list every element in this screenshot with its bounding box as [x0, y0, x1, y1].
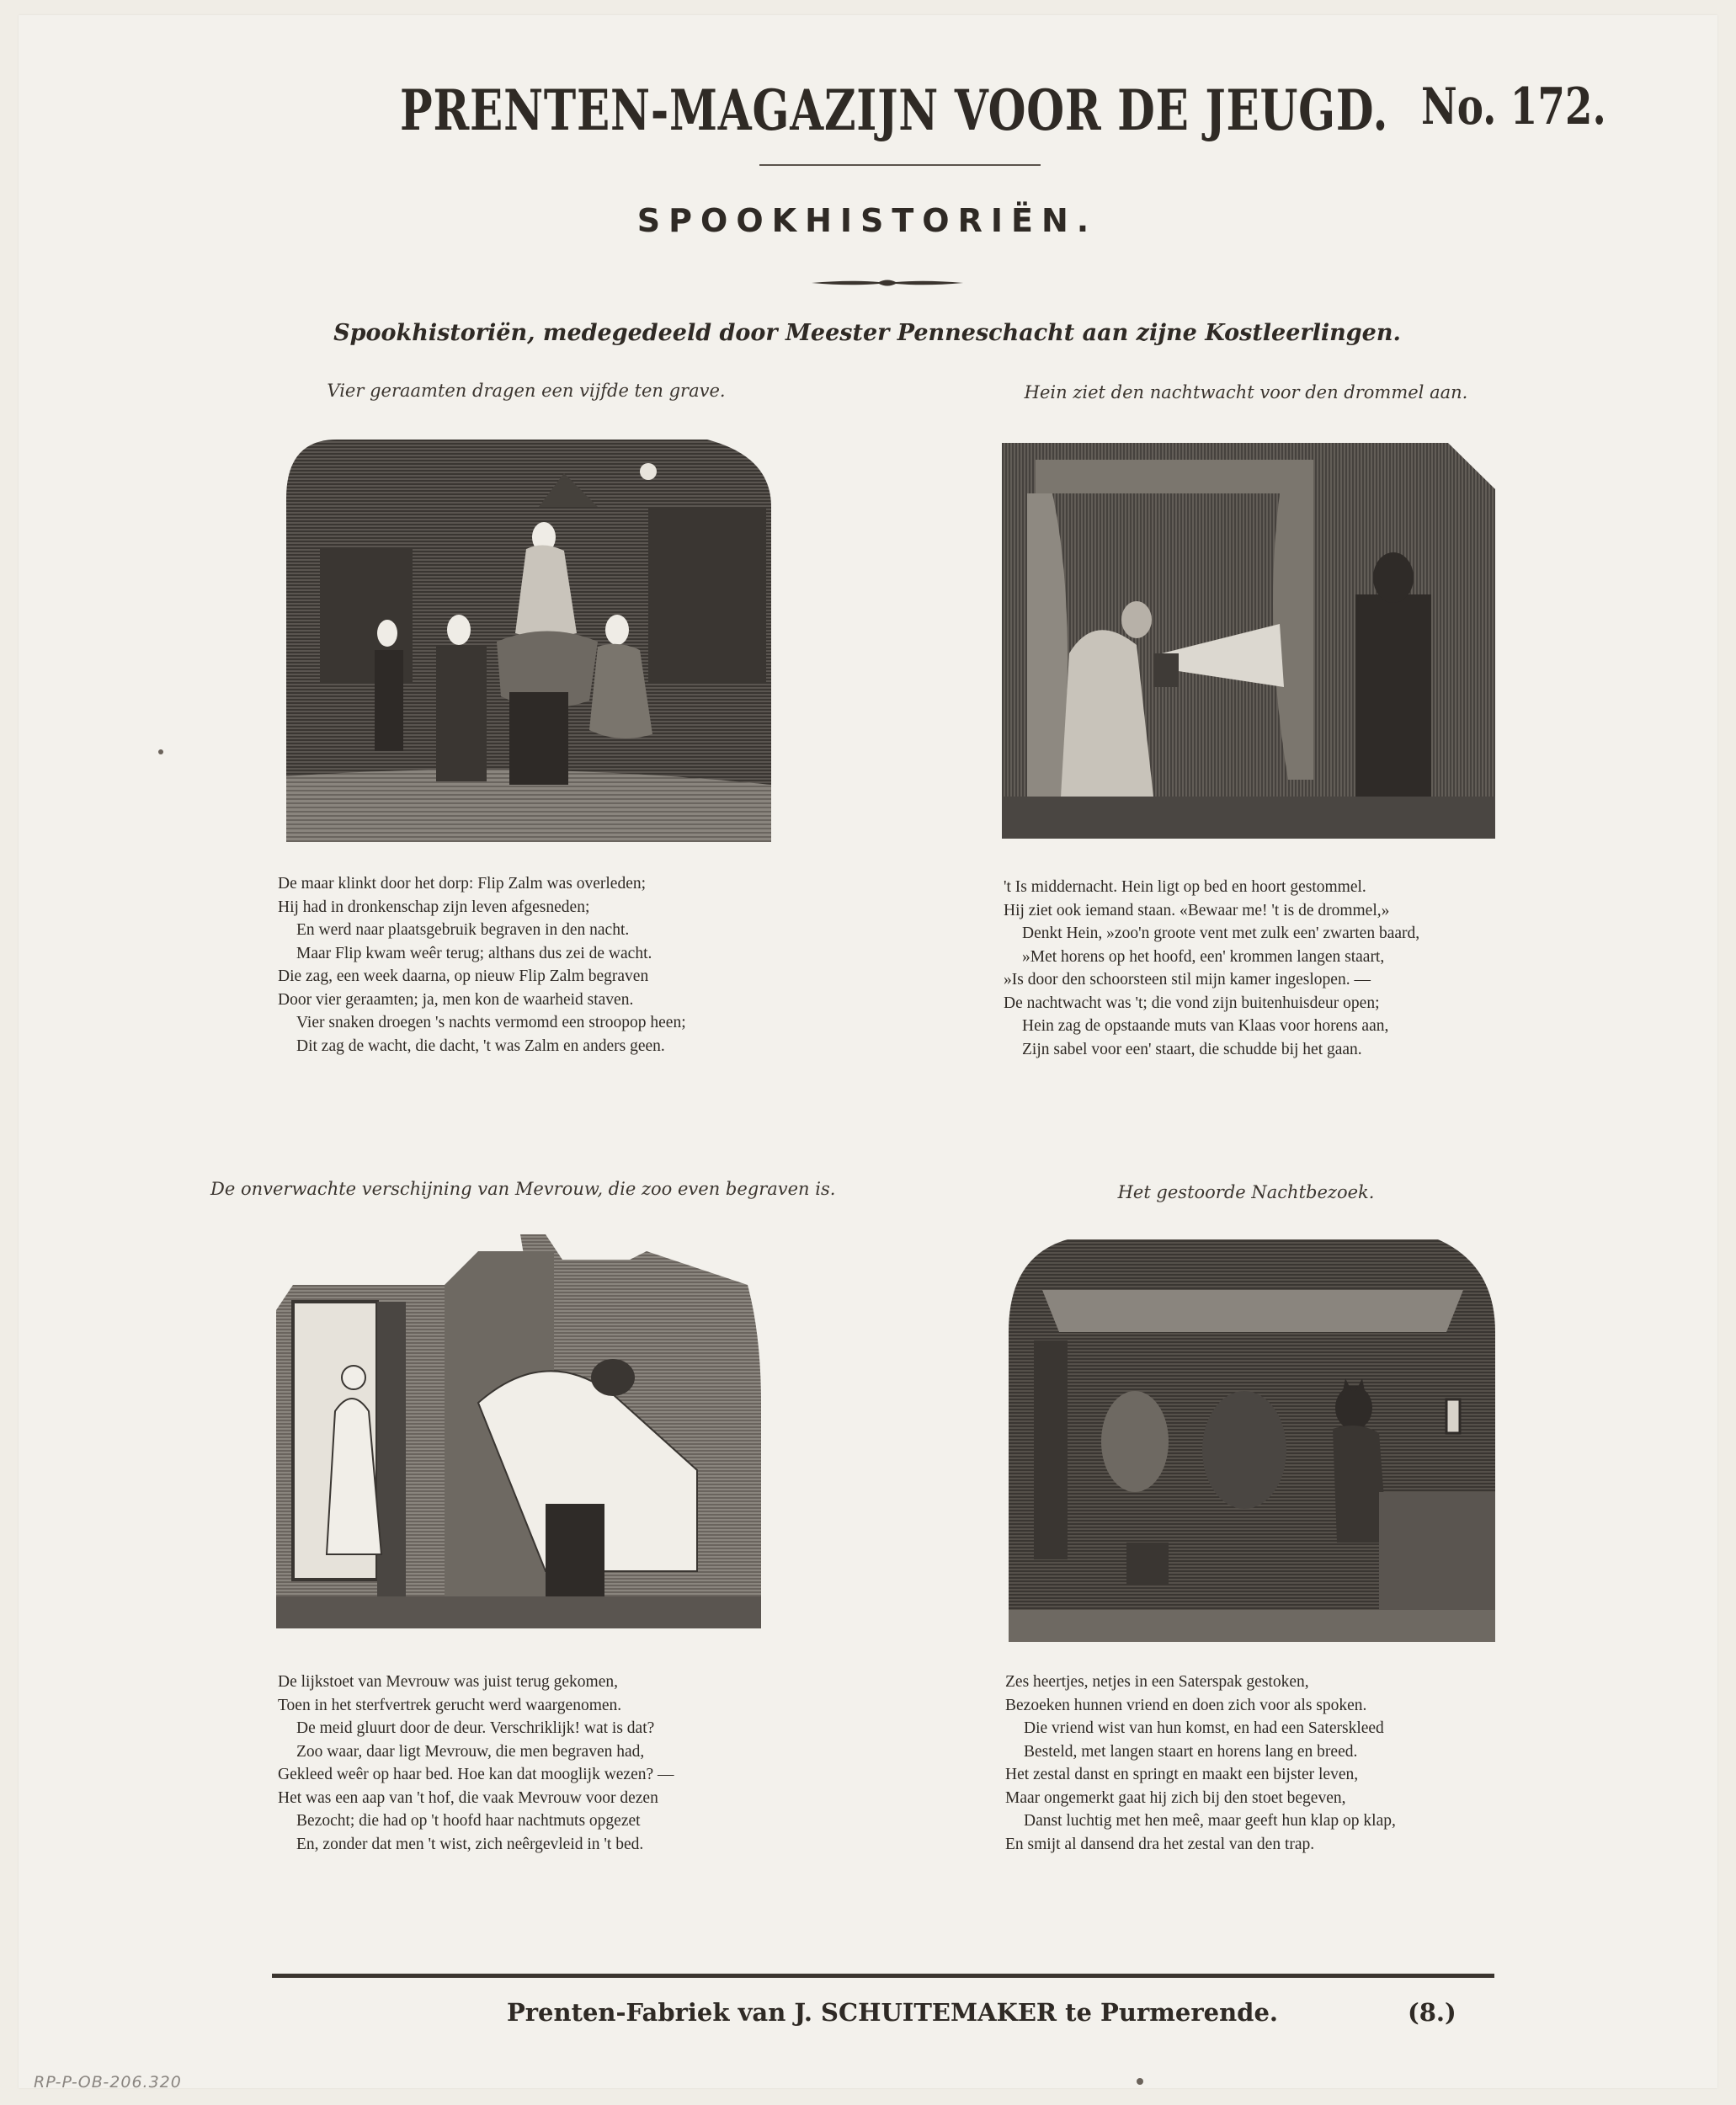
- verse-line: Gekleed weêr op haar bed. Hoe kan dat mooglijk wezen? —: [278, 1766, 674, 1783]
- verse-line: Door vier geraamten; ja, men kon de waarheid staven.: [278, 990, 634, 1009]
- publisher-line: Prenten-Fabriek van J. SCHUITEMAKER te Purmerende.: [506, 1998, 1279, 2027]
- verse-line: Het zestal danst en springt en maakt een bijster leven,: [1005, 1766, 1359, 1783]
- panel-3-verse: [278, 1671, 800, 1856]
- maid-at-door-icon: [276, 1234, 761, 1628]
- verse-line: Dit zag de wacht, die dacht, 't was Zalm en anders geen.: [296, 1037, 665, 1055]
- verse-line: Bezoeken hunnen vriend en doen zich voor als spoken.: [1005, 1696, 1367, 1714]
- verse-line: Maar Flip kwam weêr terug; althans dus zei de wacht.: [296, 944, 652, 962]
- verse-line: Maar ongemerkt gaat hij zich bij den stoet begeven,: [1005, 1788, 1346, 1807]
- verse-line: »Is door den schoorsteen stil mijn kamer ingeslopen. —: [1004, 971, 1371, 989]
- verse-line: De meid gluurt door de deur. Verschriklijk! wat is dat?: [296, 1719, 655, 1737]
- verse-line: Hij ziet ook iemand staan. «Bewaar me! 't is de drommel,»: [1004, 901, 1390, 919]
- verse-line: Hein zag de opstaande muts van Klaas voor horens aan,: [1022, 1017, 1389, 1035]
- verse-line: En smijt al dansend dra het zestal van den trap.: [1005, 1835, 1315, 1853]
- panel-2-caption: Hein ziet den nachtwacht voor den drommel aan.: [1024, 382, 1468, 402]
- ink-speck: [158, 749, 163, 754]
- verse-line: De nachtwacht was 't; die vond zijn buitenhuisdeur open;: [1004, 994, 1380, 1012]
- verse-line: Vier snaken droegen 's nachts vermomd een stroopop heen;: [296, 1014, 686, 1031]
- bedroom-lantern-icon: [1002, 443, 1495, 839]
- page-subtitle: SPOOKHISTORIËN.: [636, 202, 1098, 239]
- verse-line: En werd naar plaatsgebruik begraven in den nacht.: [296, 921, 630, 939]
- verse-line: Zijn sabel voor een' staart, die schudde bij het gaan.: [1022, 1040, 1362, 1058]
- masthead-title: PRENTEN-MAGAZIJN VOOR DE JEUGD.: [400, 77, 1389, 143]
- panel-1-caption: Vier geraamten dragen een vijfde ten grave.: [327, 381, 726, 401]
- verse-line: De lijkstoet van Mevrouw was juist terug gekomen,: [278, 1673, 619, 1691]
- verse-line: »Met horens op het hoofd, een' krommen langen staart,: [1022, 947, 1385, 966]
- verse-line: Besteld, met langen staart en horens lang en breed.: [1024, 1742, 1358, 1761]
- footer-rule: [272, 1974, 1494, 1978]
- verse-line: Het was een aap van 't hof, die vaak Mevrouw voor dezen: [278, 1788, 658, 1807]
- verse-line: Die zag, een week daarna, op nieuw Flip Zalm begraven: [278, 967, 649, 985]
- verse-line: Zes heertjes, netjes in een Saterspak gestoken,: [1005, 1673, 1309, 1691]
- skeletons-procession-icon: [286, 440, 771, 842]
- verse-line: 't Is middernacht. Hein ligt op bed en hoort gestommel.: [1004, 878, 1366, 896]
- verse-line: Toen in het sterfvertrek gerucht werd waargenomen.: [278, 1696, 622, 1714]
- tagline: Spookhistoriën, medegedeeld door Meester Penneschacht aan zijne Kostleerlingen.: [333, 320, 1401, 346]
- panel-3-caption: De onverwachte verschijning van Mevrouw, die zoo even begraven is.: [210, 1179, 836, 1199]
- issue-number: No. 172.: [1421, 77, 1606, 136]
- ink-speck: [1137, 2078, 1143, 2085]
- title-divider: [759, 164, 1041, 166]
- sheet-number: (8.): [1408, 1998, 1456, 2027]
- panel-4-caption: Het gestoorde Nachtbezoek.: [1117, 1182, 1375, 1202]
- satyr-dance-icon: [1009, 1239, 1495, 1642]
- accession-number: RP-P-OB-206.320: [34, 2073, 182, 2092]
- verse-line: De maar klinkt door het dorp: Flip Zalm was overleden;: [278, 875, 647, 893]
- ornament-divider-icon: [812, 276, 963, 290]
- verse-line: Bezocht; die had op 't hoofd haar nachtmuts opgezet: [296, 1812, 641, 1830]
- verse-line: Danst luchtig met hen meê, maar geeft hun klap op klap,: [1024, 1812, 1396, 1830]
- panel-1-verse: [278, 872, 783, 1058]
- verse-line: En, zonder dat men 't wist, zich neêrgevleid in 't bed.: [296, 1835, 644, 1853]
- verse-line: Zoo waar, daar ligt Mevrouw, die men begraven had,: [296, 1742, 645, 1761]
- panel-2-verse: [1004, 876, 1526, 1061]
- verse-line: Die vriend wist van hun komst, en had een Saterskleed: [1024, 1719, 1384, 1737]
- verse-line: Denkt Hein, »zoo'n groote vent met zulk een' zwarten baard,: [1022, 925, 1420, 942]
- verse-line: Hij had in dronkenschap zijn leven afgesneden;: [278, 898, 590, 916]
- panel-4-verse: [1005, 1671, 1527, 1856]
